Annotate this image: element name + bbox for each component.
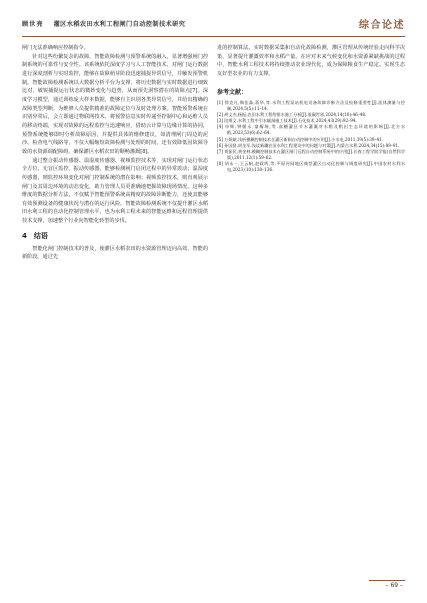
reference-item: [7] 贾振民,黄金林.模糊控制技术在灌区闸门远程自动控制系统中的应用[J].长春工程学院学报(自然科学版),2011,12(1):59–62. xyxy=(217,148,405,161)
reference-list xyxy=(217,100,405,174)
right-column xyxy=(217,44,405,174)
body-paragraph: 进的控制算法、实时数据采集和自动化故障检测，灌区管理从传统经验走向科学决策，显著提升灌溉效率和水稻产量。在应对未来气候变化和水资源紧缺挑战的过程中，智能水利工程技术将持续推动农业现代化，成为保障粮食生产稳定、实现生态友好型农业的有力支撑。 xyxy=(217,45,405,77)
reference-item: [5] 万娟斌.浅析模糊控制技术在灌区新闸自动控制中的应用[J].小水电,2011,39(5):39–41. xyxy=(217,136,384,142)
page-header xyxy=(22,10,405,37)
reference-item: [6] 孙国贤,胡龙军.浅谈新疆农田水利工程建设中的问题与对策[J].内蒙古水利,2024,34(15):89–91. xyxy=(217,142,400,148)
references-title: 参考文献： xyxy=(217,88,248,96)
section-heading: 4 结语 xyxy=(22,231,48,240)
body-paragraph: 闸门无法准确响应控制指令。 xyxy=(22,45,89,51)
reference-item: [8] 胡永一,王云帆,赵政鸣,等.平原河网地区典型灌区自动化控制与调度研究[J].中国农村水利水电,2023,(10):130–136. xyxy=(217,161,405,173)
conclusion-paragraph: 智能化闸门控制技术的普及，使灌区水稻农田的水资源管理迈向高效、智能的新阶段。通过先 xyxy=(22,245,208,261)
footer-rule xyxy=(369,580,405,581)
left-column xyxy=(22,44,208,262)
page-number: – 69 – xyxy=(385,582,403,589)
body-paragraph: 通过整合振动传感器、温湿度传感器、视频监控技术等，实现对闸门运行状态全方位、无盲区监控。振动传感器，能够检测闸门启闭过程中的异常震动；温湿度传感器，则监控环境变化对闸门控制系统的潜在影响；视频监控技术，则直观展示闸门及其周边环境的动态变化，助力管理人员更准确地把握故障现场情况。这种多维度的数据分析方法，不仅赋予智能预警系统高精度的故障诊断能力，还使其能够有效预测设备的健康状况与潜在的运行风险。智能故障检测系统不仅提升灌区水稻田水利工程的自动化控制管理水平，也为水利工程未来的智能运维和远程管理提供技术支撑，加速整个行业向智能化转型的步伐。 xyxy=(22,157,208,225)
header-author: 顾世亮 xyxy=(22,20,44,28)
reference-item: [3] 段维义.水利工程中引水隧洞施工技术[J].石化技术,2024,43(29):92–94. xyxy=(217,118,357,124)
section-label: 综合论述 xyxy=(359,19,405,31)
reference-item: [2] 胡义杰,杨振.农田水利工程给排水施工分析[J].低碳世界,2024,14(10):46–48. xyxy=(217,111,367,117)
header-title: 灌区水稻农田水利工程闸门自动控制技术研究 xyxy=(53,20,186,28)
header-left xyxy=(22,19,185,28)
reference-item: [4] 申辉,钟朝永,童耀坤,等.血糖灌区节水灌溉对水稻及稻田生态环境的影响[J].北方水稻,2023,53(6):62–64. xyxy=(217,124,405,136)
reference-item: [1] 徐克凡,陶佳淼,蒋华,等.水利工程泵站机电设备故障诊断方法及检修重要性[J].流体测量与控制,2024,5(5):11–14. xyxy=(217,99,405,111)
body-paragraph: 针对这些纷繁复杂的故障，智能故障检测与预警系统的融入，显著增强闸门控制系统的可靠性与安全性。该系统依托深度学习与人工智能技术，对闸门运行数据进行深度剖析与实时监控，能够在故障萌芽阶段迅速捕捉异常信号，并触发预警机制。智能故障检测系统以大数据分析平台为支撑，将历史数据与实时数据进行细致比对，敏锐捕捉运行状态的微妙变化与趋势，从而预先洞察潜在的故障点[7]。深度学习模型，通过训练庞大样本数据，能够自主识别各类异常信号，并给出精确的故障类型判断。为维修人员提供精准的故障定位与及时处理方案。智能预警系统在识别异常后，会立即通过物联网技术，将预警信息实时传递至控制中心和运维人员的移动终端，实现对故障的远程监控与迅速响应。借助云计算与边缘计算的协同，预警系统能够即时分析故障原因，并提供具体的维修建议，如清理闸门周边的泥沙、检查电气线路等，不仅大幅缩短故障检测与处理的时间，还有效降低因故障导致的水资源调配障碍，确保灌区水稻农田的顺畅灌溉[8]。 xyxy=(22,53,208,155)
